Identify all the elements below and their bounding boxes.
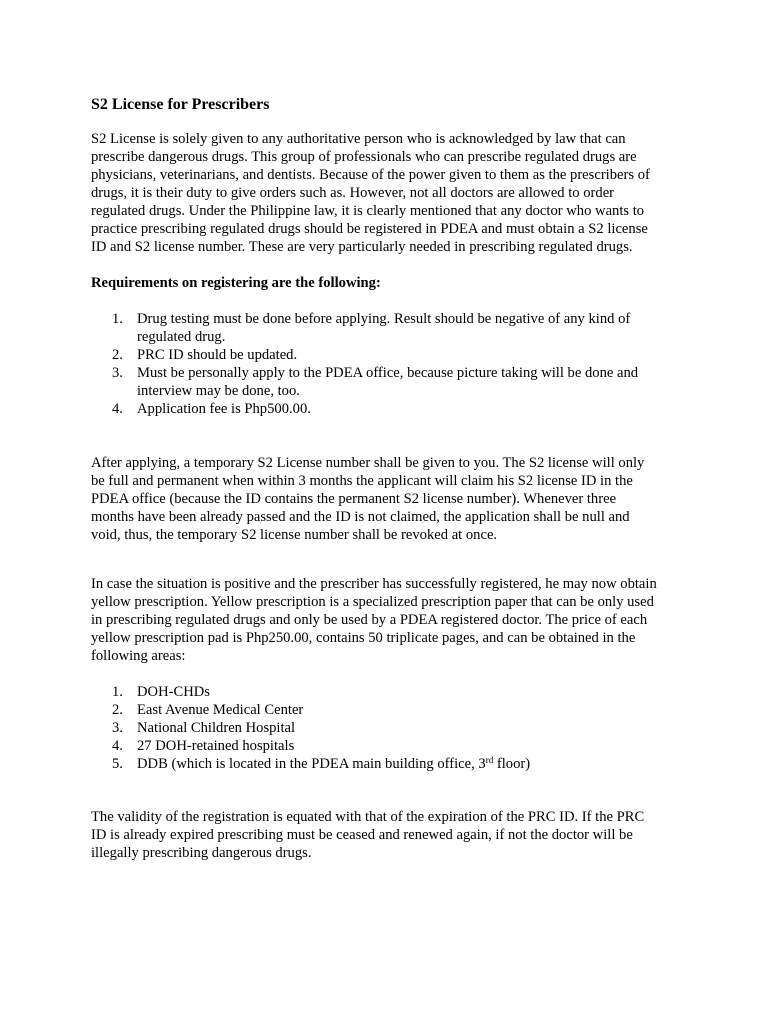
list-item [91, 346, 638, 364]
list-item [91, 755, 530, 773]
list-item [91, 701, 530, 719]
list-item [91, 310, 638, 346]
list-item-text: interview may be done, too. [137, 383, 300, 399]
validity-line: illegally prescribing dangerous drugs. [91, 845, 312, 861]
list-number: 2. [112, 347, 123, 363]
requirements-list [91, 310, 638, 418]
list-item-text: PRC ID should be updated. [137, 347, 298, 363]
list-item-text: Must be personally apply to the PDEA office, because picture taking will be done and [137, 365, 639, 381]
intro-line: prescribe dangerous drugs. This group of professionals who can prescribe regulated drugs are [91, 149, 637, 165]
list-item-text [137, 755, 530, 773]
ordinal-suffix: rd [485, 755, 494, 765]
yellow-line: in prescribing regulated drugs and only be used by a PDEA registered doctor. The price of each [91, 612, 648, 628]
list-number: 1. [112, 684, 123, 700]
list-number: 4. [112, 401, 123, 417]
validity-line: The validity of the registration is equated with that of the expiration of the PRC ID. If the PRC [91, 809, 645, 825]
document-title: S2 License for Prescribers [91, 96, 270, 113]
yellow-line: In case the situation is positive and the prescriber has successfully registered, he may now obtain [91, 576, 657, 592]
intro-line: drugs, it is their duty to give orders such as. However, not all doctors are allowed to order [91, 185, 615, 201]
list-item [91, 683, 530, 701]
after-line: After applying, a temporary S2 License number shall be given to you. The S2 license will only [91, 455, 645, 471]
list-number: 3. [112, 365, 123, 381]
yellow-line: yellow prescription pad is Php250.00, contains 50 triplicate pages, and can be obtained in the [91, 630, 636, 646]
areas-list [91, 683, 530, 773]
list-item-text: 27 DOH-retained hospitals [137, 738, 295, 754]
list-item-text-tail: floor) [493, 756, 531, 772]
list-item [91, 737, 530, 755]
list-item [91, 719, 530, 737]
after-line: months have been already passed and the ID is not claimed, the application shall be null and [91, 509, 630, 525]
list-number: 4. [112, 738, 123, 754]
requirements-heading: Requirements on registering are the following: [91, 275, 381, 291]
yellow-line: following areas: [91, 648, 186, 664]
intro-paragraph [91, 130, 691, 256]
after-applying-paragraph [91, 454, 691, 544]
list-number: 2. [112, 702, 123, 718]
intro-line: regulated drugs. Under the Philippine law, it is clearly mentioned that any doctor who wants to [91, 203, 645, 219]
list-item-text: Drug testing must be done before applying. Result should be negative of any kind of [137, 311, 631, 327]
intro-line: physicians, veterinarians, and dentists. Because of the power given to them as the prescribers of [91, 167, 650, 183]
intro-line: ID and S2 license number. These are very particularly needed in prescribing regulated drugs. [91, 239, 633, 255]
list-item [91, 364, 638, 400]
list-item-text: East Avenue Medical Center [137, 702, 304, 718]
list-item-text: National Children Hospital [137, 720, 296, 736]
list-item [91, 400, 638, 418]
yellow-prescription-paragraph [91, 575, 691, 665]
list-item-text-main: DDB (which is located in the PDEA main building office, 3 [137, 756, 486, 772]
list-number: 1. [112, 311, 123, 327]
yellow-line: yellow prescription. Yellow prescription is a specialized prescription paper that can be only used [91, 594, 654, 610]
list-number: 5. [112, 756, 123, 772]
validity-line: ID is already expired prescribing must be ceased and renewed again, if not the doctor will be [91, 827, 633, 843]
list-item-text: Application fee is Php500.00. [137, 401, 311, 417]
validity-paragraph [91, 808, 691, 862]
after-line: be full and permanent when within 3 months the applicant will claim his S2 license ID in the [91, 473, 633, 489]
intro-line: practice prescribing regulated drugs should be registered in PDEA and must obtain a S2 license [91, 221, 648, 237]
list-item-text: DOH-CHDs [137, 684, 210, 700]
list-number: 3. [112, 720, 123, 736]
list-item-text: regulated drug. [137, 329, 226, 345]
after-line: PDEA office (because the ID contains the permanent S2 license number). Whenever three [91, 491, 617, 507]
after-line: void, thus, the temporary S2 license number shall be revoked at once. [91, 527, 498, 543]
intro-line: S2 License is solely given to any authoritative person who is acknowledged by law that can [91, 131, 626, 147]
